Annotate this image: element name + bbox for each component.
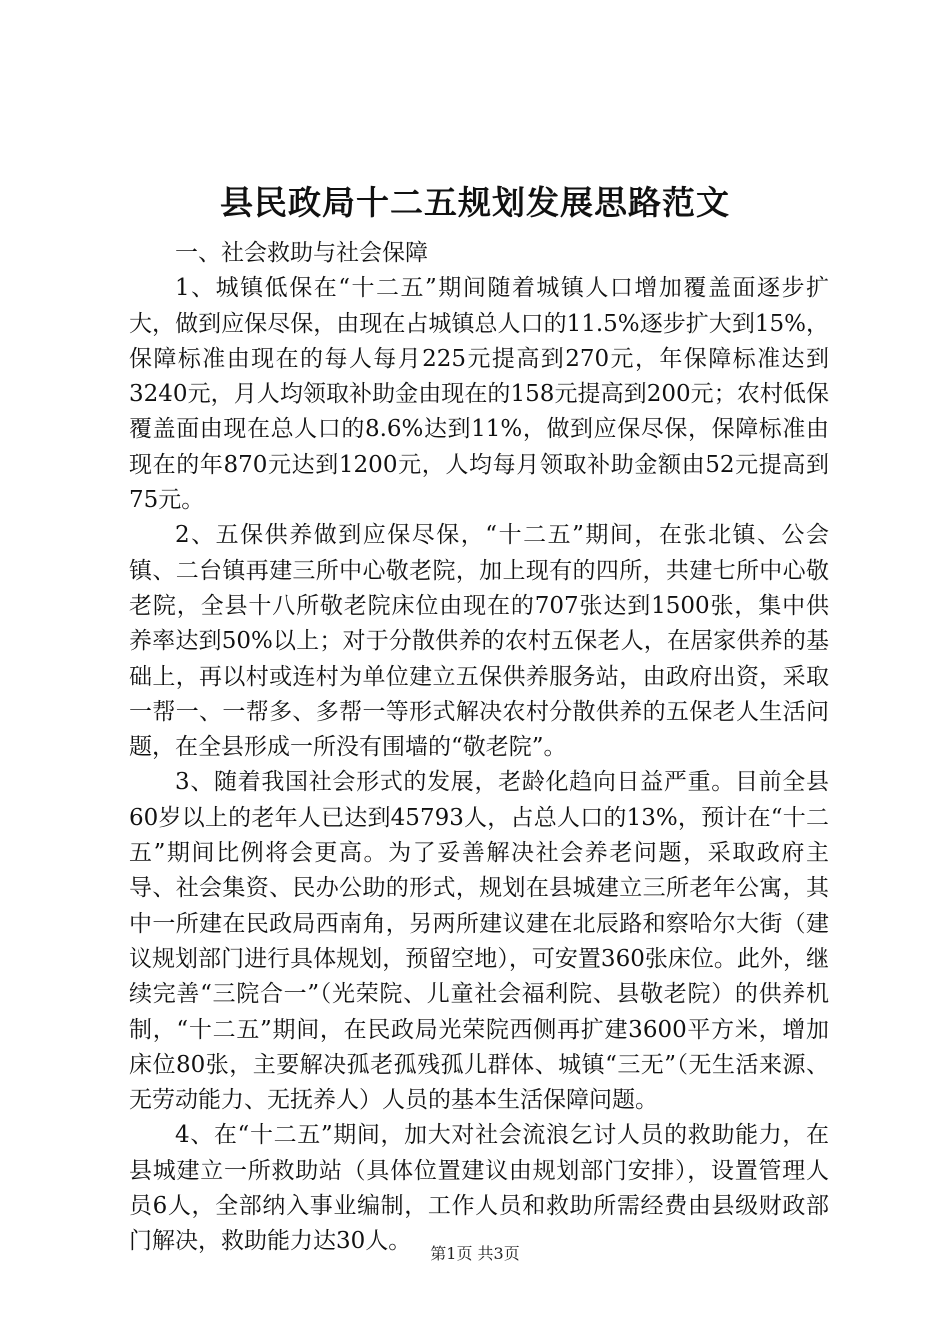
paragraph-3: 3、随着我国社会形式的发展，老龄化趋向日益严重。目前全县60岁以上的老年人已达到45793人，占总人口的13%，预计在“十二五”期间比例将会更高。为了妥善解决社会养老问题，采取政府主导、社会集资、民办公助的形式，规划在县城建立三所老年公寓，其中一所建在民政局西南角，另两所建议建在北辰路和察哈尔大街（建议规划部门进行具体规划，预留空地），可安置360张床位。此外，继续完善“三院合一”（光荣院、儿童社会福利院、县敬老院）的供养机制，“十二五”期间，在民政局光荣院西侧再扩建3600平方米，增加床位80张，主要解决孤老孤残孤儿群体、城镇“三无”（无生活来源、无劳动能力、无抚养人）人员的基本生活保障问题。 [129, 769, 829, 1114]
page-title: 县民政局十二五规划发展思路范文 [220, 183, 730, 222]
section-heading: 一、社会救助与社会保障 [175, 240, 428, 266]
paragraph-2: 2、五保供养做到应保尽保，“十二五”期间，在张北镇、公会镇、二台镇再建三所中心敬老院，加上现有的四所，共建七所中心敬老院，全县十八所敬老院床位由现在的707张达到1500张，集中供养率达到50%以上；对于分散供养的农村五保老人，在居家供养的基础上，再以村或连村为单位建立五保供养服务站，由政府出资，采取一帮一、一帮多、多帮一等形式解决农村分散供养的五保老人生活问题，在全县形成一所没有围墙的“敬老院”。 [129, 522, 829, 761]
document-body [129, 236, 829, 1260]
paragraph-1: 1、城镇低保在“十二五”期间随着城镇人口增加覆盖面逐步扩大，做到应保尽保，由现在占城镇总人口的11.5%逐步扩大到15%，保障标准由现在的每人每月225元提高到270元，年保障标准达到3240元，月人均领取补助金由现在的158元提高到200元；农村低保覆盖面由现在总人口的8.6%达到11%，做到应保尽保，保障标准由现在的年870元达到1200元，人均每月领取补助金额由52元提高到75元。 [129, 275, 829, 514]
page-footer: 第1页 共3页 [430, 1244, 520, 1263]
paragraph-4: 4、在“十二五”期间，加大对社会流浪乞讨人员的救助能力，在县城建立一所救助站（具体位置建议由规划部门安排），设置管理人员6人，全部纳入事业编制，工作人员和救助所需经费由县级财政部门解决，救助能力达30人。 [129, 1122, 829, 1255]
